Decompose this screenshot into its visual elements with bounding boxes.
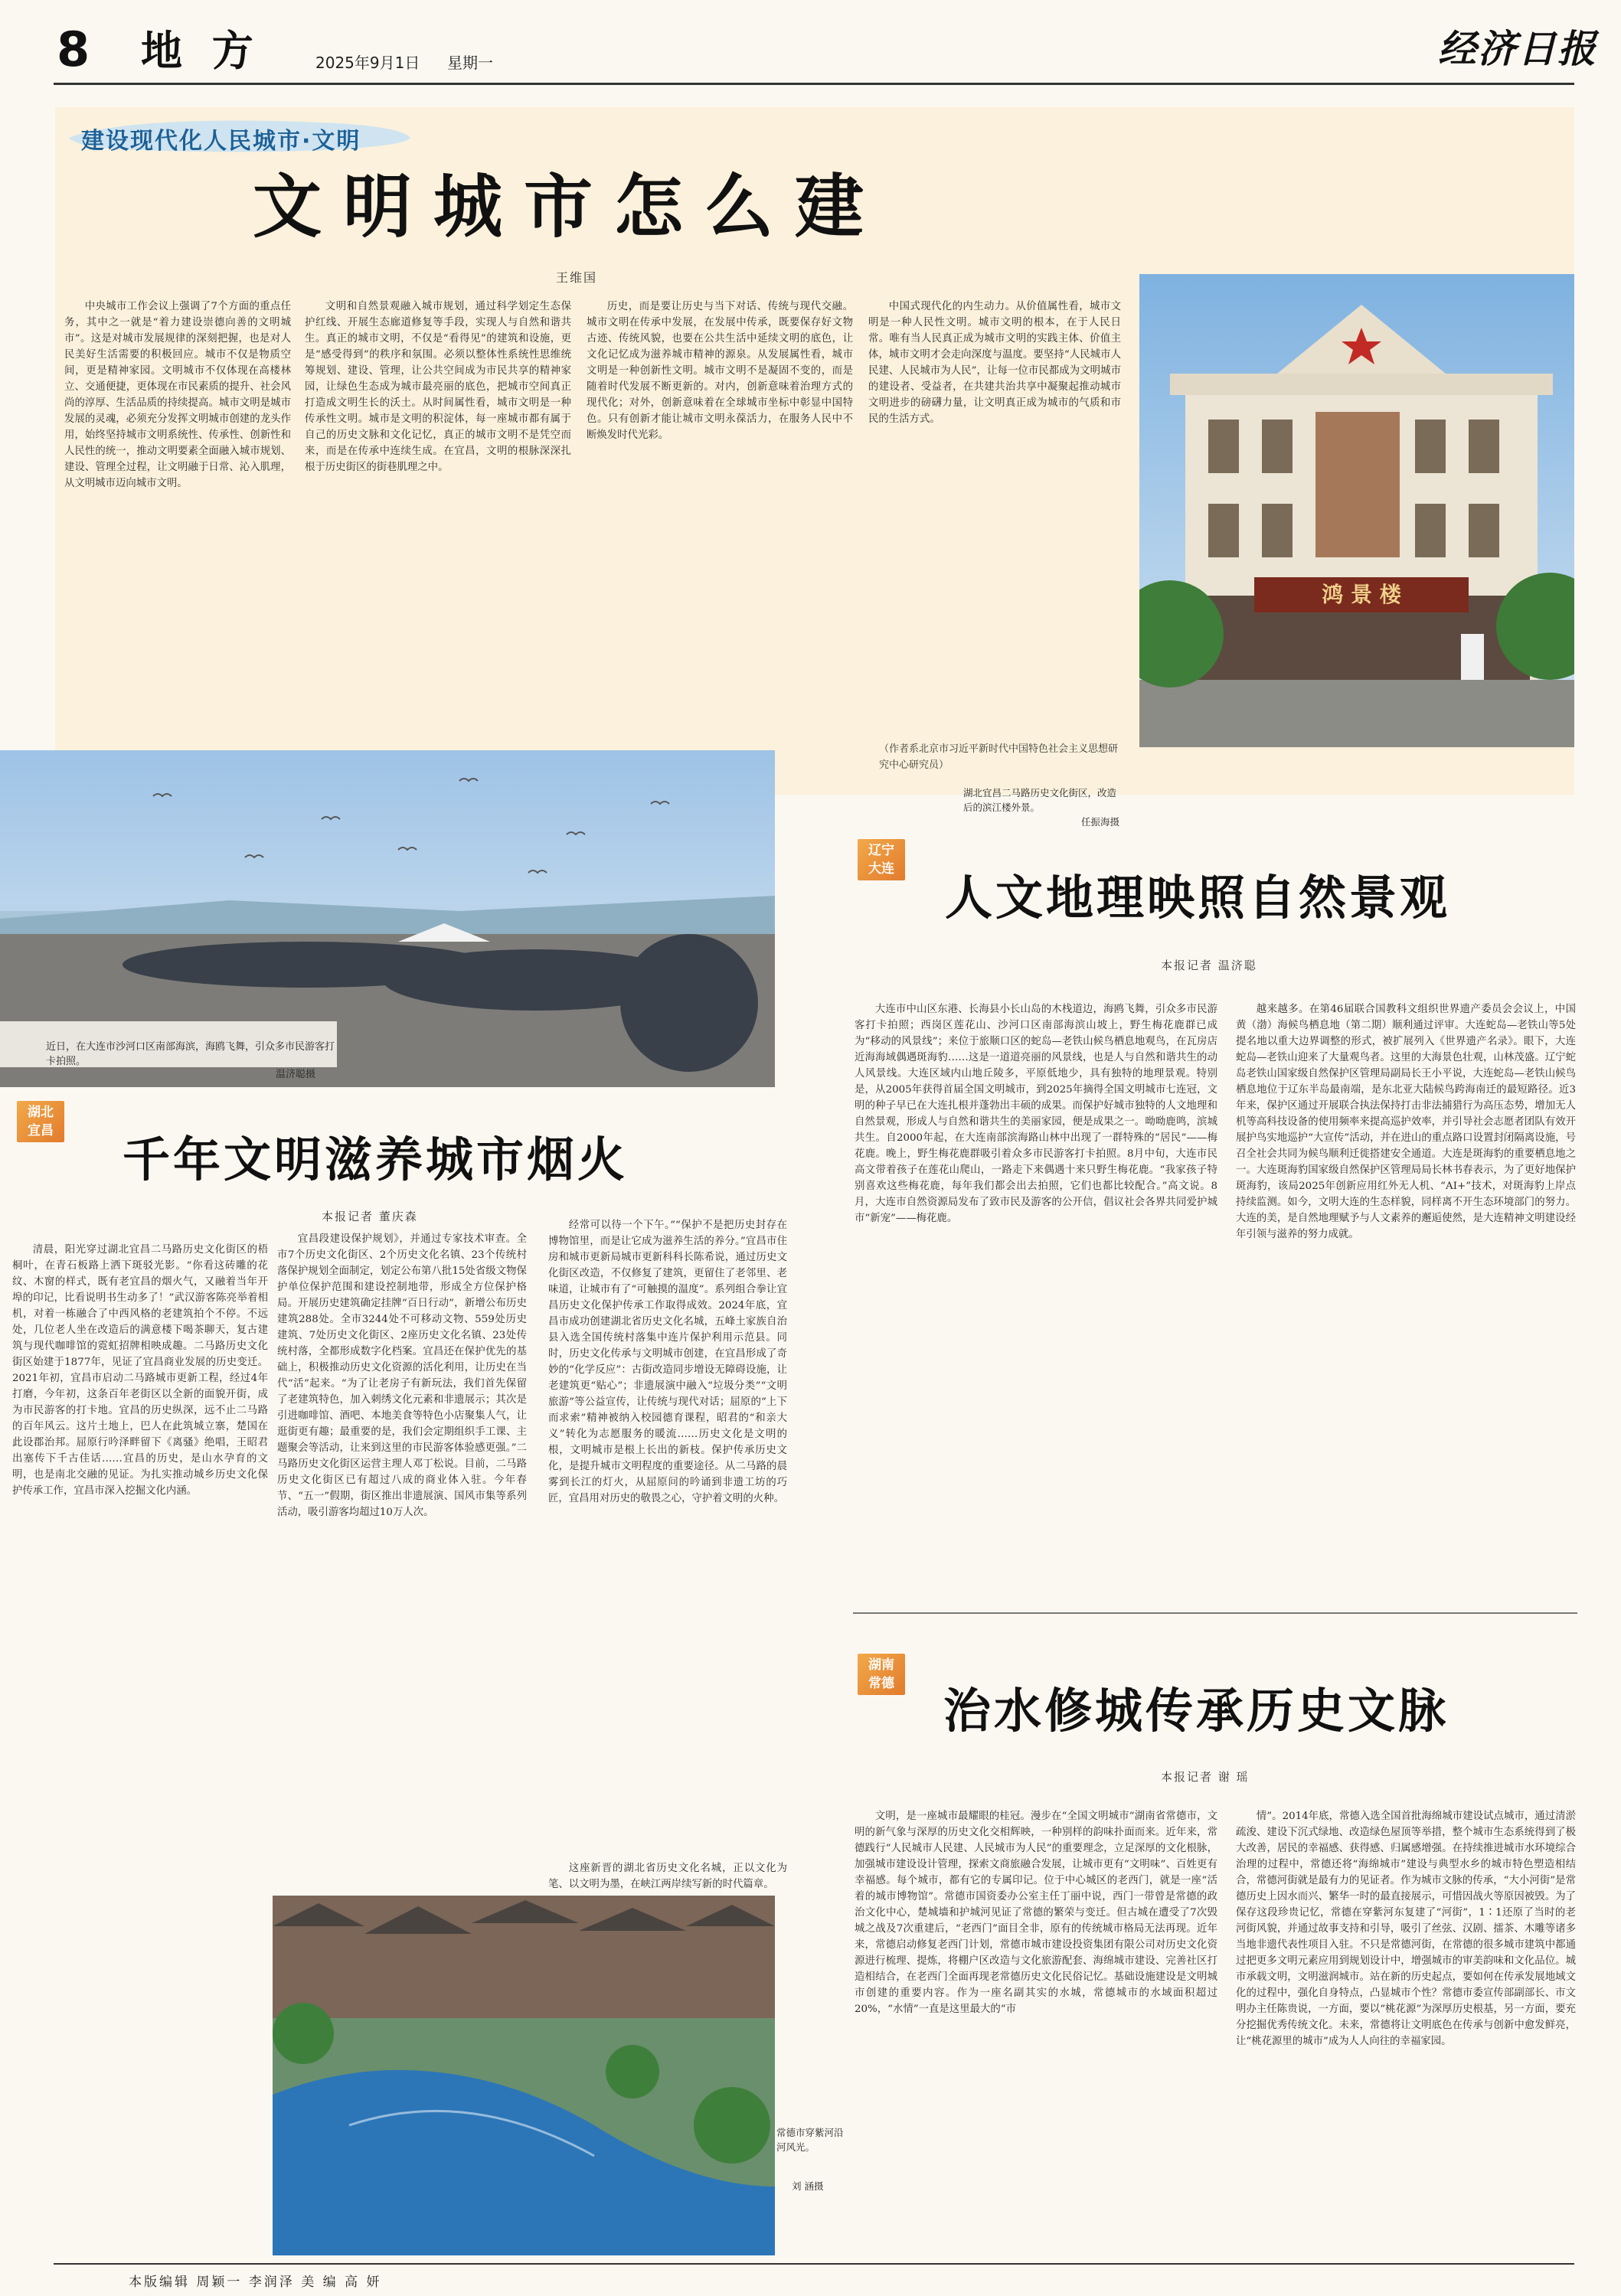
seaside-seagulls-image — [0, 750, 775, 1087]
series-tag-text: 建设现代化人民城市·文明 — [81, 128, 361, 155]
feature-col-2-text: 文明和自然景观融入城市规划，通过科学划定生态保护红线、开展生态廊道修复等手段，实现人与自然和谐共生。真正的城市文明，不仅是“看得见”的建筑和设施，更是“感受得到”的秩序和氛围。必须以整体性系统性思维统筹规划、建设、管理，让公共空间成为市民共享的精神家园，让绿色生态成为城市最亮丽的底色，把城市空间真正打造成文明生长的沃土。从时间属性看，城市文明是一种传承性文明。城市是文明的积淀体，每一座城市都有属于自己的历史文脉和文化记忆，真正的城市文明不是凭空而来，而是在传承中连续生成。在宜昌，文明的根脉深深扎根于历史街区的街巷肌理之中。 — [305, 301, 571, 473]
yichang-badge-province: 湖北 — [28, 1105, 54, 1120]
yichang-byline: 本报记者 董庆森 — [322, 1210, 418, 1223]
feature-photo-caption: 湖北宜昌二马路历史文化街区，改造后的滨江楼外景。 — [963, 787, 1117, 813]
feature-photo-building — [1139, 274, 1574, 747]
dalian-location-badge — [858, 839, 905, 880]
yichang-col-2-text: 宜昌段建设保护规划》，并通过专家技术审查。全市7个历史文化街区、2个历史文化名镇、23个传统村落保护规划全面制定，划定公布第八批15处省级文物保护单位保护范围和建设控制地带，形成全方位保护格局。开展历史建筑确定挂牌“百日行动”，新增公布历史建筑288处。全市3244处不可移动文物、559处历史建筑、7处历史文化街区、2座历史文化名镇、23处传统村落，全都形成数字化档案。宜昌还在保护优先的基础上，积极推动历史文化资源的活化利用，让历史在当代“活”起来。“为了让老房子有新玩法，我们首先保留了老建筑特色，加入刺绣文化元素和非遗展示；其次是引进咖啡馆、酒吧、本地美食等特色小店聚集人气，让逛街更有趣；最重要的是，我们会定期组织手工课、主题聚会等活动，让来到这里的市民游客体验感更强。”二马路历史文化街区运营主理人邓丁松说。目前，二马路历史文化街区已有超过八成的商业体入驻。今年春节、“五一”假期，街区推出非遗展演、国风市集等系列活动，吸引游客均超过10万人次。 — [277, 1233, 527, 1518]
dalian-byline: 本报记者 温济聪 — [1161, 959, 1257, 972]
dalian-col-2 — [1236, 1001, 1576, 1600]
dalian-title: 人文地理映照自然景观 — [945, 870, 1451, 926]
changde-river-photo — [273, 1896, 775, 2255]
yichang-col-1-text: 清晨，阳光穿过湖北宜昌二马路历史文化街区的梧桐叶，在青石板路上洒下斑驳光影。“你看这砖雕的花纹、木窗的样式，既有老宜昌的烟火气，又融着当年开埠的印记，比看说明书生动多了！”武汉游客陈亮举着相机，对着一栋融合了中西风格的老建筑拍个不停。不远处，几位老人坐在改造后的满意楼下喝茶聊天，复古建筑与现代咖啡馆的霓虹招牌相映成趣。二马路历史文化街区始建于1877年，见证了宜昌商业发展的历史变迁。2021年初，宜昌市启动二马路城市更新工程，经过4年打磨，今年初，这条百年老街区以全新的面貌开街，成为市民游客的打卡地。宜昌的历史纵深，远不止二马路的百年风云。这片土地上，巴人在此筑城立寨，楚国在此设郡治邦。屈原行吟泽畔留下《离骚》绝唱，王昭君出塞传下千古佳话……宜昌的历史，是山水孕育的文明，也是南北交融的见证。为扎实推动城乡历史文化保护传承工作，宜昌市深入挖掘文化内涵。 — [12, 1244, 268, 1497]
feature-col-1 — [64, 299, 291, 776]
feature-col-1-text: 中央城市工作会议上强调了7个方面的重点任务，其中之一就是“着力建设崇德向善的文明城市”。这是对城市发展规律的深刻把握，也是对人民美好生活需要的积极回应。城市不仅是物质空间，更是精神家园。文明城市不仅体现在高楼林立、交通便捷，更体现在市民素质的提升、社会风尚的淳厚、生活品质的持续提高。城市文明是城市发展的灵魂，必须充分发挥文明城市创建的龙头作用，始终坚持城市文明系统性、传承性、创新性和人民性的统一，推动文明要素全面融入城市规划、建设、管理全过程，让文明融于日常、沁入肌理，从文明城市迈向城市文明。 — [64, 301, 291, 489]
dalian-badge-province: 辽宁 — [868, 843, 894, 858]
feature-col-4-text: 中国式现代化的内生动力。从价值属性看，城市文明是一种人民性文明。城市文明的根本，在于人民日常。唯有当人民真正成为城市文明的实践主体、价值主体，城市文明才会走向深度与温度。要坚持“人民城市人民建、人民城市为人民”，让每一位市民都成为文明城市的建设者、受益者，在共建共治共享中凝聚起推动城市文明进步的磅礴力量，让文明真正成为城市的气质和市民的生活方式。 — [868, 301, 1121, 425]
footer-editors: 本版编辑 周颖一 李润泽 美 编 高 妍 — [129, 2275, 382, 2290]
feature-title: 文明城市怎么建 — [253, 166, 885, 247]
changde-col-1 — [855, 1808, 1217, 2252]
dalian-photo-caption: 近日，在大连市沙河口区南部海滨，海鸥飞舞，引众多市民游客打卡拍照。 — [46, 1041, 335, 1067]
yichang-col-2 — [277, 1231, 527, 2004]
yichang-col-4 — [548, 1860, 787, 1891]
masthead-rule — [54, 83, 1574, 85]
feature-byline: 王维国 — [556, 270, 598, 285]
feature-author-note: （作者系北京市习近平新时代中国特色社会主义思想研究中心研究员） — [879, 743, 1119, 771]
dalian-col-1 — [855, 1001, 1217, 1600]
river-town-image — [273, 1896, 775, 2255]
historic-building-image — [1139, 274, 1574, 747]
yichang-badge-city: 宜昌 — [28, 1123, 54, 1138]
changde-location-badge — [858, 1654, 905, 1695]
dalian-badge-city: 大连 — [868, 861, 894, 877]
dalian-col-2-text: 越来越多。在第46届联合国教科文组织世界遗产委员会会议上，中国黄（渤）海候鸟栖息地（第二期）顺利通过评审。大连蛇岛—老铁山等5处提名地以重大边界调整的形式，被扩展列入《世界遗产名录》。眼下，大连蛇岛—老铁山迎来了大量观鸟者。这里的大海景色壮观，山林茂盛。辽宁蛇岛老铁山国家级自然保护区管理局副局长王小平说，大连蛇岛—老铁山候鸟栖息地位于辽东半岛最南端，是东北亚大陆候鸟跨海南迁的最短路径。近3年来，保护区通过开展联合执法保持打击非法捕猎行为高压态势，增加无人机等高科技设备的使用频率来提高巡护效率，并引导社会志愿者团队有效开展护鸟实地巡护“大宣传”活动，并在进山的重点路口设置封闭隔离设施，号召全社会共同为候鸟顺利迁徙搭建安全通道。大连是斑海豹的重要栖息地之一。大连斑海豹国家级自然保护区管理局局长林书春表示，为了更好地保护斑海豹，该局2025年创新应用红外无人机、“AI+”技术，对斑海豹上岸点持续监测。如今，文明大连的生态样貌，同样离不开生态环境部门的努力。大连的美，是自然地理赋予与人文素养的邂逅使然，是大连精神文明建设经年引领与滋养的努力成就。 — [1236, 1004, 1576, 1240]
changde-title: 治水修城传承历史文脉 — [943, 1683, 1449, 1739]
section-title: 地 方 — [141, 26, 261, 75]
changde-col-2-text: 情”。2014年底，常德入选全国首批海绵城市建设试点城市，通过清淤疏浚、建设下沉式绿地、改造绿色屋顶等举措，整个城市生态系统得到了极大改善，居民的幸福感、获得感、归属感增强。在持续推进城市水环境综合治理的过程中，常德还将“海绵城市”建设与典型水乡的城市特色塑造相结合，常德河街就是最有力的见证者。作为城市文脉的传承，“大小河街”是常德历史上因水而兴、繁华一时的最直接展示，可惜因战火等原因被毁。为了保存这段珍贵记忆，常德在穿紫河东复建了“河街”，1∶1还原了当时的老河街风貌，并通过故事支持和引导，吸引了丝弦、汉剧、擂茶、木雕等诸多当地非遗代表性项目入驻。不只是常德河街，在常德的很多城市建筑中都通过把更多文明元素应用到规划设计中，增强城市的审美韵味和文化品位。城市承载文明，文明滋润城市。站在新的历史起点，要如何在传承发展地域文化的过程中，强化自身特点，凸显城市个性？常德市委宣传部副部长、市文明办主任陈贵说，一方面，要以“桃花源”为深厚历史根基，另一方面，要充分挖掘优秀传统文化。未来，常德将让文明底色在传承与创新中愈发鲜亮，让“桃花源里的城市”成为人人向往的幸福家园。 — [1236, 1811, 1576, 2047]
feature-photo-credit: 任振海摄 — [1081, 816, 1120, 828]
changde-col-1-text: 文明，是一座城市最耀眼的桂冠。漫步在“全国文明城市”湖南省常德市，文明的新气象与深厚的历史文化交相辉映，一种别样的韵味扑面而来。近年来，常德践行“人民城市人民建、人民城市为人民”的重要理念，立足深厚的文化根脉，加强城市建设设计管理，探索文商旅融合发展，让城市更有“文明味”、百姓更有幸福感。每个城市，都有它的专属印记。位于中心城区的老西门，就是一座“活着的城市博物馆”。常德市国资委办公室主任丁丽中说，西门一带曾是常德的政治文化中心，楚城墙和护城河见证了常德的繁荣与变迁。但古城在遭受了7次毁城之战及7次重建后，“老西门”面目全非，原有的传统城市格局无法再现。近年来，常德启动修复老西门计划，常德市城市建设投资集团有限公司对历史文化资源进行梳理、提炼，将棚户区改造与文化旅游配套、海绵城市建设、完善社区打造相结合，在老西门全面再现老常德历史文化民俗记忆。基础设施建设是文明城市创建的重要内容。作为一座名副其实的水城，常德城市的水域面积超过20%，“水情”一直是这里最大的“市 — [855, 1811, 1217, 2015]
yichang-col-3-text: 经常可以待一个下午。”“保护不是把历史封存在博物馆里，而是让它成为滋养生活的养分。”宜昌市住房和城市更新局城市更新科科长陈希说，通过历史文化街区改造，不仅修复了建筑，更留住了老邻里、老味道，让城市有了“可触摸的温度”。系列组合拳让宜昌历史文化保护传承工作取得成效。2024年底，宜昌市成功创建湖北省历史文化名城，五峰土家族自治县入选全国传统村落集中连片保护利用示范县。同时，历史文化传承与文明城市创建，在宜昌形成了奇妙的“化学反应”：古街改造同步增设无障碍设施，让老建筑更“贴心”；非遗展演中融入“垃圾分类”“文明旅游”等公益宣传，让传统与现代对话；屈原的“上下而求索”精神被纳入校园德育课程，昭君的“和亲大义”转化为志愿服务的暖流……历史文化是文明的根，文明城市是根上长出的新枝。保护传承历史文化，是提升城市文明程度的重要途径。从二马路的晨雾到长江的灯火，从屈原问的吟诵到非遗工坊的巧匠，宜昌用对历史的敬畏之心，守护着文明的火种。 — [548, 1220, 787, 1504]
yichang-location-badge — [17, 1101, 64, 1142]
paper-logo: 经济日报 — [1438, 26, 1597, 71]
footer-rule — [54, 2263, 1574, 2265]
feature-col-4 — [868, 299, 1121, 740]
changde-photo-caption: 常德市穿紫河沿河风光。 — [776, 2127, 844, 2153]
yichang-col-4-text: 这座新晋的湖北省历史文化名城，正以文化为笔、以文明为墨，在峡江两岸续写新的时代篇章。 — [548, 1863, 787, 1890]
masthead — [0, 0, 1621, 90]
issue-date: 2025年9月1日 — [315, 54, 420, 72]
changde-photo-credit: 刘 涵摄 — [792, 2180, 824, 2192]
yichang-col-1 — [12, 1242, 268, 2115]
changde-badge-province: 湖南 — [868, 1657, 894, 1673]
feature-col-3 — [587, 299, 853, 776]
dalian-photo-credit: 温济聪摄 — [276, 1069, 316, 1080]
changde-byline: 本报记者 谢 瑶 — [1161, 1770, 1250, 1784]
yichang-col-3 — [548, 1217, 787, 1857]
feature-col-3-text: 历史，而是要让历史与当下对话、传统与现代交融。城市文明在传承中发展，在发展中传承，既要保存好文物古迹、传统风貌，也要在公共生活中延续文明的底色，让文化记忆成为滋养城市精神的源泉。从发展属性看，城市文明是一种创新性文明。城市文明不是凝固不变的，而是随着时代发展不断更新的。对内，创新意味着治理方式的现代化；对外，创新意味着在全球城市坐标中彰显中国特色。只有创新才能让城市文明永葆活力，在服务人民中不断焕发时代光彩。 — [587, 301, 853, 441]
yichang-title: 千年文明滋养城市烟火 — [123, 1132, 629, 1187]
feature-col-2 — [305, 299, 571, 776]
dalian-col-1-text: 大连市中山区东港、长海县小长山岛的木栈道边，海鸥飞舞，引众多市民游客打卡拍照；西岗区莲花山、沙河口区南部海滨山坡上，野生梅花鹿群已成为“移动的风景线”；来位于旅顺口区的蛇岛—老铁山候鸟栖息地观鸟，在瓦房店近海海域偶遇斑海豹……这是一道道亮丽的风景线，也是人与自然和谐共生的动人风景线。大连区域内山地丘陵多，平原低地少，具有独特的地理景观。特别是，从2005年获得首届全国文明城市，到2025年摘得全国文明城市七连冠，文明的种子早已在大连扎根并蓬勃出丰硕的成果。而保护好城市独特的人文地理和自然景观，形成人与自然和谐共生的美丽家园，便是成果之一。呦呦鹿鸣，滨城共生。自2000年起，在大连南部滨海路山林中出现了一群特殊的“居民”——梅花鹿。晚上，野生梅花鹿群吸引着众多市民游客打卡拍照。8月中旬，大连市民高文带着孩子在莲花山爬山，一路走下来偶遇十来只野生梅花鹿。“我家孩子特别喜欢这些梅花鹿，每年我们都会出去拍照，它们也都比较配合。”高文说。8月，大连市自然资源局发布了致市民及游客的公开信，倡议社会各界共同爱护城市“新宠”——梅花鹿。 — [855, 1004, 1217, 1224]
dalian-seagull-photo — [0, 750, 775, 1087]
shop-sign: 鸿 景 楼 — [1322, 582, 1401, 607]
page-number: 8 — [57, 21, 90, 77]
changde-badge-city: 常德 — [868, 1676, 894, 1691]
section-divider — [853, 1612, 1577, 1614]
issue-weekday: 星期一 — [447, 54, 493, 72]
series-tag — [66, 115, 414, 156]
changde-col-2 — [1236, 1808, 1576, 2252]
